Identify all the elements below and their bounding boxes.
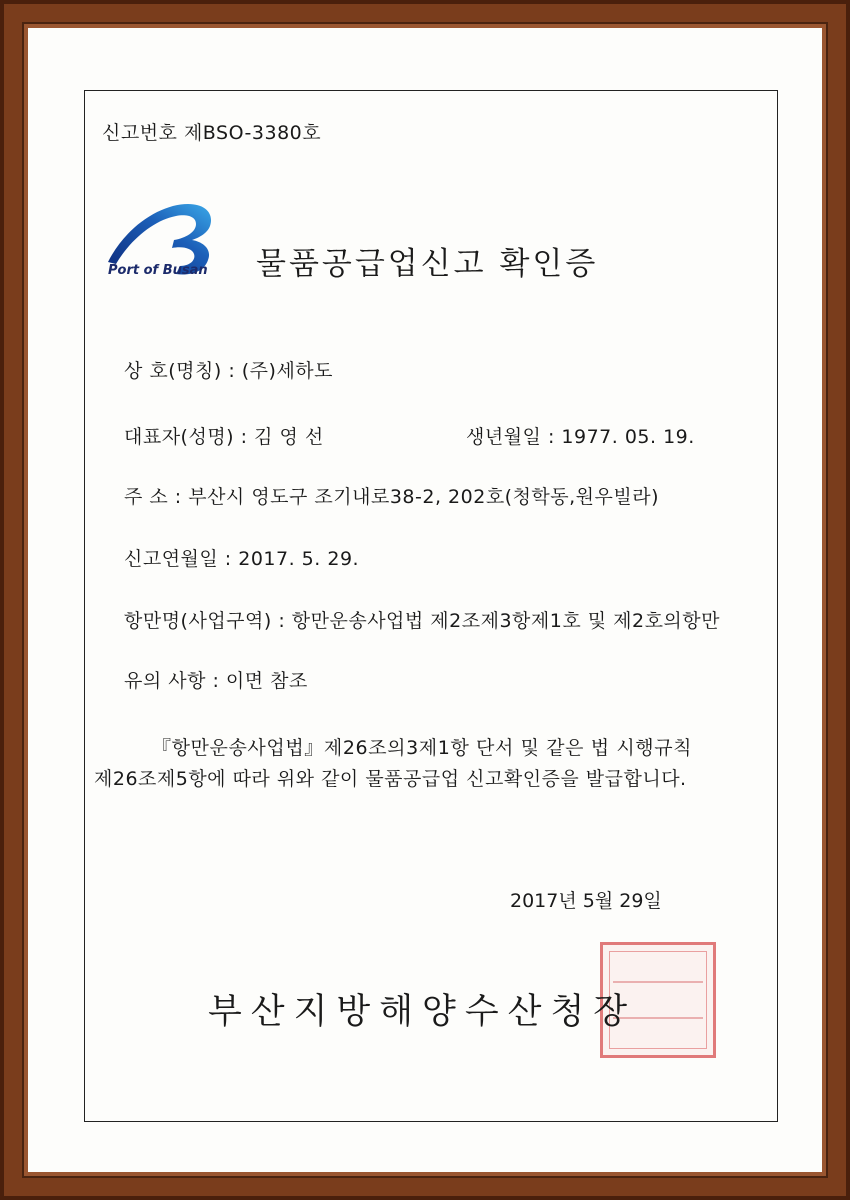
certificate-title: 물품공급업신고 확인증	[256, 246, 599, 282]
registration-number: 신고번호 제BSO-3380호	[102, 122, 322, 144]
report-date-field: 신고연월일 : 2017. 5. 29.	[124, 548, 360, 570]
company-name-field: 상 호(명칭) : (주)세하도	[124, 360, 334, 382]
statement-line-1: 『항만운송사업법』제26조의3제1항 단서 및 같은 법 시행규칙	[152, 737, 693, 759]
port-area-field: 항만명(사업구역) : 항만운송사업법 제2조제3항제1호 및 제2호의항만	[124, 610, 720, 632]
address-field: 주 소 : 부산시 영도구 조기내로38-2, 202호(청학동,원우빌라)	[124, 486, 660, 508]
notes-field: 유의 사항 : 이면 참조	[124, 670, 308, 692]
birth-date-field: 생년월일 : 1977. 05. 19.	[466, 426, 695, 448]
logo-text: Port of Busan	[108, 263, 208, 278]
representative-field: 대표자(성명) : 김 영 선	[124, 426, 324, 448]
statement-line-2: 제26조제5항에 따라 위와 같이 물품공급업 신고확인증을 발급합니다.	[94, 768, 687, 790]
issue-date: 2017년 5월 29일	[510, 890, 662, 912]
issuer-name: 부산지방해양수산청장	[208, 992, 637, 1032]
